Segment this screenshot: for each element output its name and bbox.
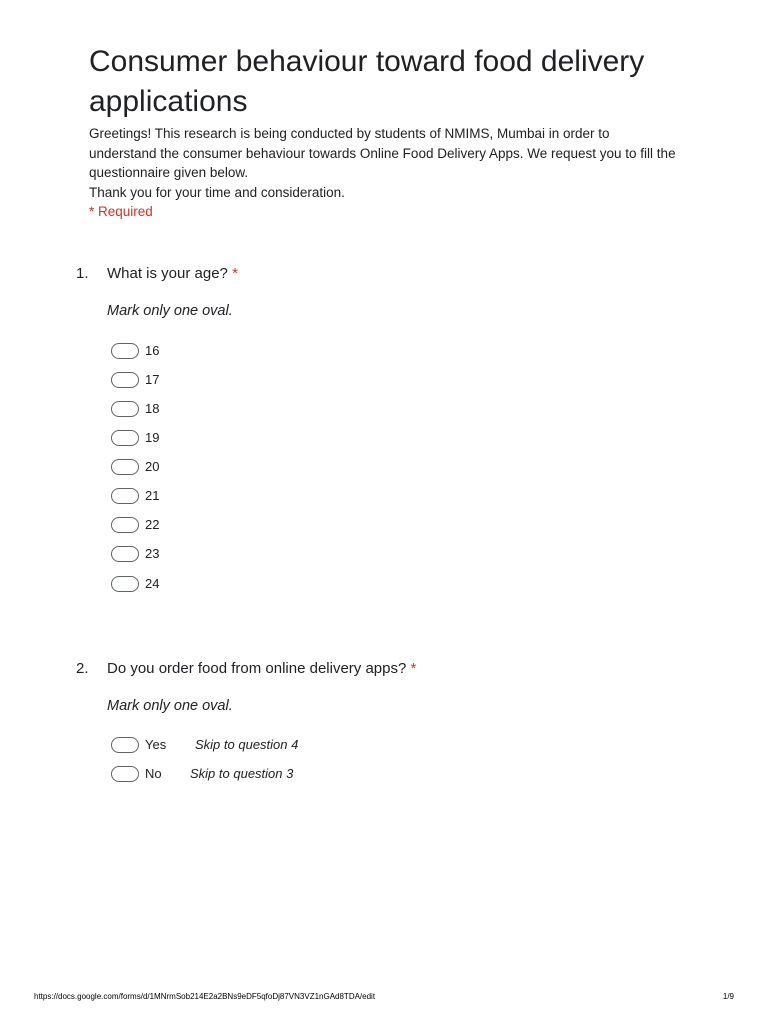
description-thanks: Thank you for your time and consideration. (89, 184, 345, 200)
question-text: What is your age? (107, 265, 228, 282)
question-hint: Mark only one oval. (107, 698, 233, 714)
option-label: 17 (145, 372, 160, 387)
option-16[interactable] (111, 342, 159, 360)
option-17[interactable] (111, 371, 159, 389)
option-label: 16 (145, 343, 160, 358)
radio-oval[interactable] (111, 459, 139, 475)
radio-oval[interactable] (111, 546, 139, 562)
option-no[interactable] (111, 765, 293, 783)
radio-oval[interactable] (111, 343, 139, 359)
option-label: 24 (145, 576, 160, 591)
option-21[interactable] (111, 487, 159, 505)
option-18[interactable] (111, 400, 159, 418)
skip-logic-note: Skip to question 3 (190, 766, 294, 781)
option-label: 22 (145, 517, 160, 532)
option-label: No (145, 766, 162, 781)
radio-oval[interactable] (111, 517, 139, 533)
description-text: Greetings! This research is being conducted by students of NMIMS, Mumbai in order to understand the consumer behaviour towards Online Food Delivery Apps. We request you to fill the questionnaire given below. (89, 126, 676, 180)
question-number: 2. (76, 660, 89, 677)
option-label: 21 (145, 488, 160, 503)
page-number: 1/9 (722, 992, 734, 1001)
question-text: Do you order food from online delivery apps? (107, 660, 407, 677)
radio-oval[interactable] (111, 372, 139, 388)
radio-oval[interactable] (111, 401, 139, 417)
required-asterisk: * (232, 265, 238, 282)
option-label: 18 (145, 401, 160, 416)
option-label: 20 (145, 459, 160, 474)
radio-oval[interactable] (111, 766, 139, 782)
question-number: 1. (76, 265, 89, 282)
skip-logic-note: Skip to question 4 (195, 737, 299, 752)
form-title: Consumer behaviour toward food delivery applications (89, 45, 645, 118)
option-label: Yes (145, 737, 167, 752)
radio-oval[interactable] (111, 488, 139, 504)
option-22[interactable] (111, 516, 159, 534)
option-20[interactable] (111, 458, 159, 476)
option-yes[interactable] (111, 736, 298, 754)
footer-url: https://docs.google.com/forms/d/1MNrmSob214E2a2BNs9eDF5qfoDj87VN3VZ1nGAd8TDA/edit (34, 992, 376, 1001)
radio-oval[interactable] (111, 737, 139, 753)
option-label: 19 (145, 430, 160, 445)
form-description (89, 124, 679, 222)
required-note: * Required (89, 204, 153, 219)
question-title (107, 659, 416, 679)
question-hint: Mark only one oval. (107, 303, 233, 319)
option-19[interactable] (111, 429, 159, 447)
option-24[interactable] (111, 575, 159, 593)
radio-oval[interactable] (111, 576, 139, 592)
option-label: 23 (145, 546, 160, 561)
option-23[interactable] (111, 545, 159, 563)
required-asterisk: * (410, 660, 417, 677)
question-title (107, 264, 238, 284)
radio-oval[interactable] (111, 430, 139, 446)
